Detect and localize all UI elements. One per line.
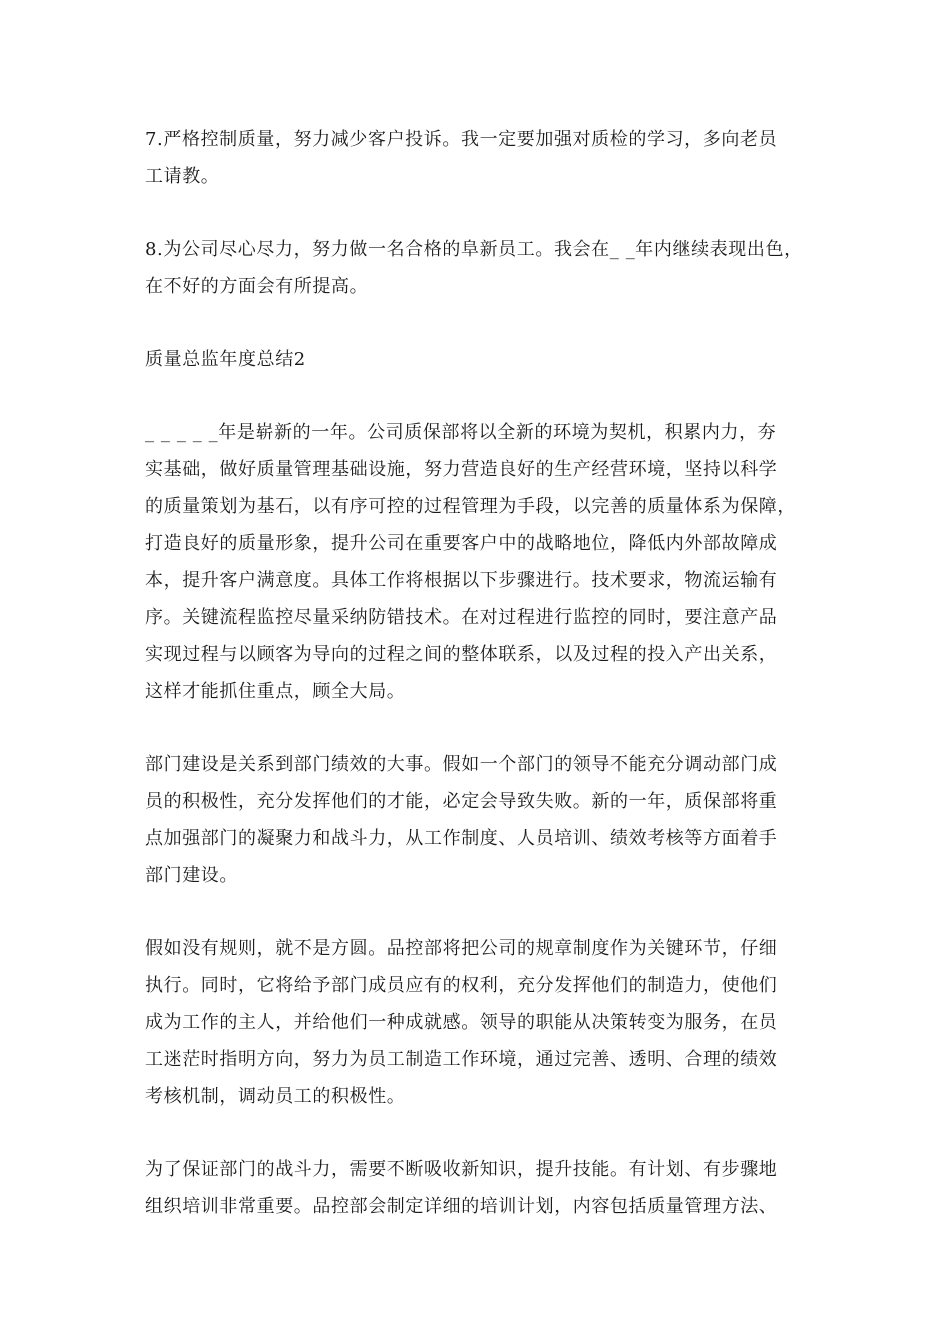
text-line: 工请教。 xyxy=(145,166,220,187)
paragraph xyxy=(145,1151,815,1225)
text-line: 在不好的方面会有所提高。 xyxy=(145,276,369,297)
paragraph xyxy=(145,930,815,1115)
list-item-7 xyxy=(145,121,815,195)
text-line: 这样才能抓住重点，顾全大局。 xyxy=(145,681,406,702)
text-line: 的质量策划为基石，以有序可控的过程管理为手段，以完善的质量体系为保障， xyxy=(145,496,796,517)
text-line: 假如没有规则，就不是方圆。品控部将把公司的规章制度作为关键环节，仔细 xyxy=(145,938,778,959)
paragraph xyxy=(145,746,815,894)
text-line: 打造良好的质量形象，提升公司在重要客户中的战略地位，降低内外部故障成 xyxy=(145,533,778,554)
text-line: 部门建设是关系到部门绩效的大事。假如一个部门的领导不能充分调动部门成 xyxy=(145,754,778,775)
list-item-8 xyxy=(145,231,815,305)
text-line: 为了保证部门的战斗力，需要不断吸收新知识，提升技能。有计划、有步骤地 xyxy=(145,1159,778,1180)
document-body xyxy=(145,121,815,1261)
text-line: 部门建设。 xyxy=(145,865,238,886)
text-line: 成为工作的主人，并给他们一种成就感。领导的职能从决策转变为服务，在员 xyxy=(145,1012,778,1033)
text-line: 7.严格控制质量，努力减少客户投诉。我一定要加强对质检的学习，多向老员 xyxy=(145,129,778,150)
text-line: _ _ _ _ _年是崭新的一年。公司质保部将以全新的环境为契机，积累内力，夯 xyxy=(145,422,777,443)
paragraph xyxy=(145,414,815,710)
text-line: 点加强部门的凝聚力和战斗力，从工作制度、人员培训、绩效考核等方面着手 xyxy=(145,828,778,849)
text-line: 员的积极性，充分发挥他们的才能，必定会导致失败。新的一年，质保部将重 xyxy=(145,791,778,812)
text-line: 实现过程与以顾客为导向的过程之间的整体联系，以及过程的投入产出关系， xyxy=(145,644,778,665)
section-heading xyxy=(145,341,815,378)
text-line: 序。关键流程监控尽量采纳防错技术。在对过程进行监控的同时，要注意产品 xyxy=(145,607,778,628)
text-line: 考核机制，调动员工的积极性。 xyxy=(145,1086,406,1107)
text-line: 实基础，做好质量管理基础设施，努力营造良好的生产经营环境，坚持以科学 xyxy=(145,459,778,480)
text-line: 执行。同时，它将给予部门成员应有的权利，充分发挥他们的制造力，使他们 xyxy=(145,975,778,996)
text-line: 8.为公司尽心尽力，努力做一名合格的阜新员工。我会在_ _年内继续表现出色， xyxy=(145,239,803,260)
text-line: 工迷茫时指明方向，努力为员工制造工作环境，通过完善、透明、合理的绩效 xyxy=(145,1049,778,1070)
heading-text: 质量总监年度总结2 xyxy=(145,349,306,370)
text-line: 组织培训非常重要。品控部会制定详细的培训计划，内容包括质量管理方法、 xyxy=(145,1196,778,1217)
text-line: 本，提升客户满意度。具体工作将根据以下步骤进行。技术要求，物流运输有 xyxy=(145,570,778,591)
